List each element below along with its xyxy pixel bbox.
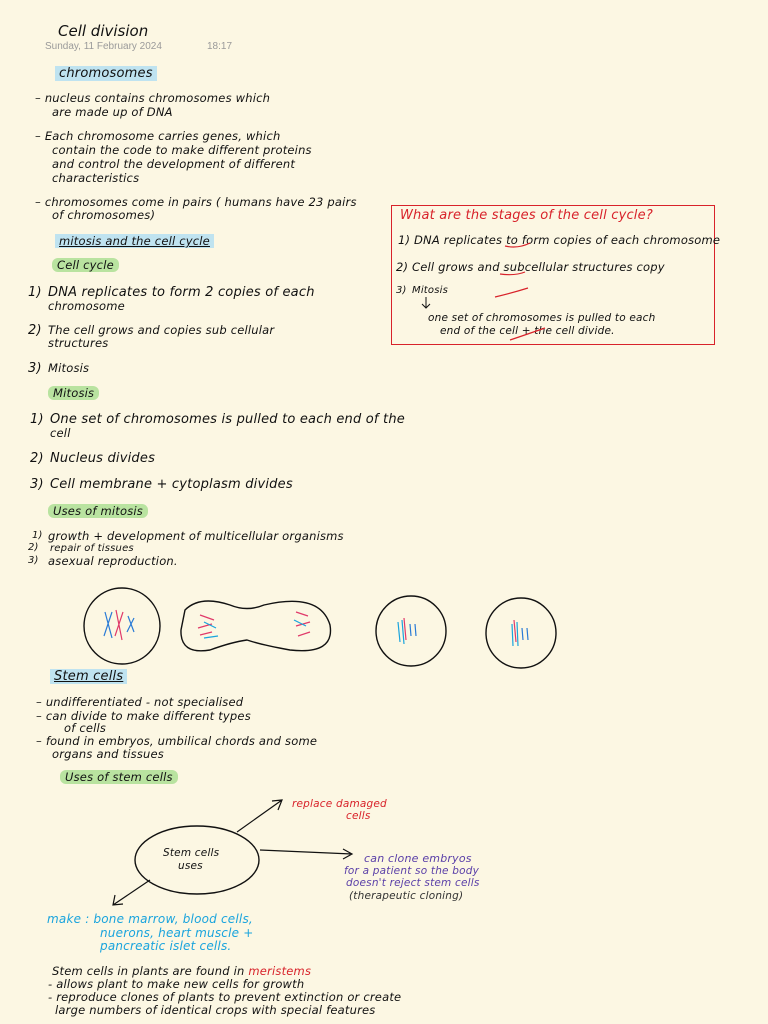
cell-drawing-3 xyxy=(376,596,446,666)
diagram-clone-label: (therapeutic cloning) xyxy=(349,890,464,902)
cell-drawing-2 xyxy=(181,601,331,651)
diagram-make-label: make : bone marrow, blood cells, xyxy=(47,912,253,926)
list-item: asexual reproduction. xyxy=(48,554,178,568)
diagram-make-label: pancreatic islet cells. xyxy=(100,939,232,953)
page-title: Cell division xyxy=(58,22,149,40)
list-item: one set of chromosomes is pulled to each xyxy=(428,312,656,324)
cell-drawing-4 xyxy=(486,598,556,668)
diagram-center-label: uses xyxy=(178,860,203,872)
step-number: 3) xyxy=(28,555,39,566)
list-item: end of the cell + the cell divide. xyxy=(440,325,615,337)
cell-drawing-1 xyxy=(84,588,160,664)
diagram-replace-label: cells xyxy=(346,810,371,822)
list-item: of cells xyxy=(64,721,107,735)
step-number: 3) xyxy=(28,361,42,376)
diagram-arrows xyxy=(113,800,352,905)
list-item: repair of tissues xyxy=(50,543,134,554)
note-date: Sunday, 11 February 2024 xyxy=(45,41,162,52)
step-number: 2) xyxy=(28,323,42,338)
list-item: organs and tissues xyxy=(52,747,164,761)
step-number: 1) xyxy=(398,233,411,247)
list-item: chromosome xyxy=(48,299,125,313)
diagram-make-label: nuerons, heart muscle + xyxy=(100,926,254,940)
list-item: Mitosis xyxy=(412,285,449,296)
list-item: characteristics xyxy=(52,171,140,185)
list-item: are made up of DNA xyxy=(52,105,173,119)
stem-cells-heading: Stem cells xyxy=(50,670,127,683)
mitosis-cycle-heading: mitosis and the cell cycle xyxy=(55,235,214,248)
down-arrow-icon xyxy=(422,297,430,308)
list-item: contain the code to make different proteins xyxy=(52,143,312,157)
diagram-clone-label: can clone embryos xyxy=(364,852,472,865)
uses-mitosis-heading: Uses of mitosis xyxy=(48,505,148,518)
list-item: – found in embryos, umbilical chords and some xyxy=(36,734,318,748)
step-number: 1) xyxy=(32,530,43,541)
step-number: 1) xyxy=(30,412,44,427)
diagram-replace-label: replace damaged xyxy=(292,798,387,810)
list-item: One set of chromosomes is pulled to each end of the xyxy=(50,412,405,427)
question-heading: What are the stages of the cell cycle? xyxy=(400,208,653,223)
cell-cycle-heading: Cell cycle xyxy=(52,259,119,272)
step-number: 3) xyxy=(30,477,44,492)
step-number: 1) xyxy=(28,285,42,300)
list-item: – chromosomes come in pairs ( humans have 23 pairs xyxy=(35,195,357,209)
plants-line: - reproduce clones of plants to prevent extinction or create xyxy=(48,990,402,1004)
list-item: Nucleus divides xyxy=(50,451,156,466)
uses-stem-heading: Uses of stem cells xyxy=(60,771,178,784)
list-item: and control the development of different xyxy=(52,157,296,171)
mitosis-heading: Mitosis xyxy=(48,387,99,400)
red-underline xyxy=(500,272,525,275)
step-number: 3) xyxy=(396,285,407,296)
list-item: – can divide to make different types xyxy=(36,709,251,723)
list-item: The cell grows and copies sub cellular xyxy=(48,323,275,337)
diagram-ellipse xyxy=(135,826,259,894)
step-number: 2) xyxy=(28,542,39,553)
plants-line: large numbers of identical crops with special features xyxy=(55,1003,376,1017)
list-item: DNA replicates to form 2 copies of each xyxy=(48,285,315,300)
list-item: growth + development of multicellular organisms xyxy=(48,529,344,543)
diagram-clone-label: for a patient so the body xyxy=(344,865,480,877)
diagram-clone-label: doesn't reject stem cells xyxy=(346,877,480,889)
red-underline xyxy=(495,288,528,297)
plants-line: - allows plant to make new cells for growth xyxy=(48,977,305,991)
list-item: Cell membrane + cytoplasm divides xyxy=(50,477,293,492)
note-time: 18:17 xyxy=(207,41,233,52)
plants-line: Stem cells in plants are found in meristems xyxy=(52,964,312,978)
list-item: structures xyxy=(48,336,109,350)
step-number: 2) xyxy=(396,260,409,274)
red-underline xyxy=(505,243,530,247)
list-item: – Each chromosome carries genes, which xyxy=(35,129,281,143)
list-item: Cell grows and subcellular structures copy xyxy=(412,260,665,274)
step-number: 2) xyxy=(30,451,44,466)
diagram-center-label: Stem cells xyxy=(163,847,220,859)
list-item: cell xyxy=(50,426,71,440)
red-underline xyxy=(510,328,545,340)
list-item: – nucleus contains chromosomes which xyxy=(35,91,271,105)
list-item: – undifferentiated - not specialised xyxy=(36,695,244,709)
list-item: DNA replicates to form copies of each chromosome xyxy=(414,233,721,247)
list-item: of chromosomes) xyxy=(52,208,156,222)
chromosomes-heading: chromosomes xyxy=(55,67,157,80)
list-item: Mitosis xyxy=(48,361,90,375)
